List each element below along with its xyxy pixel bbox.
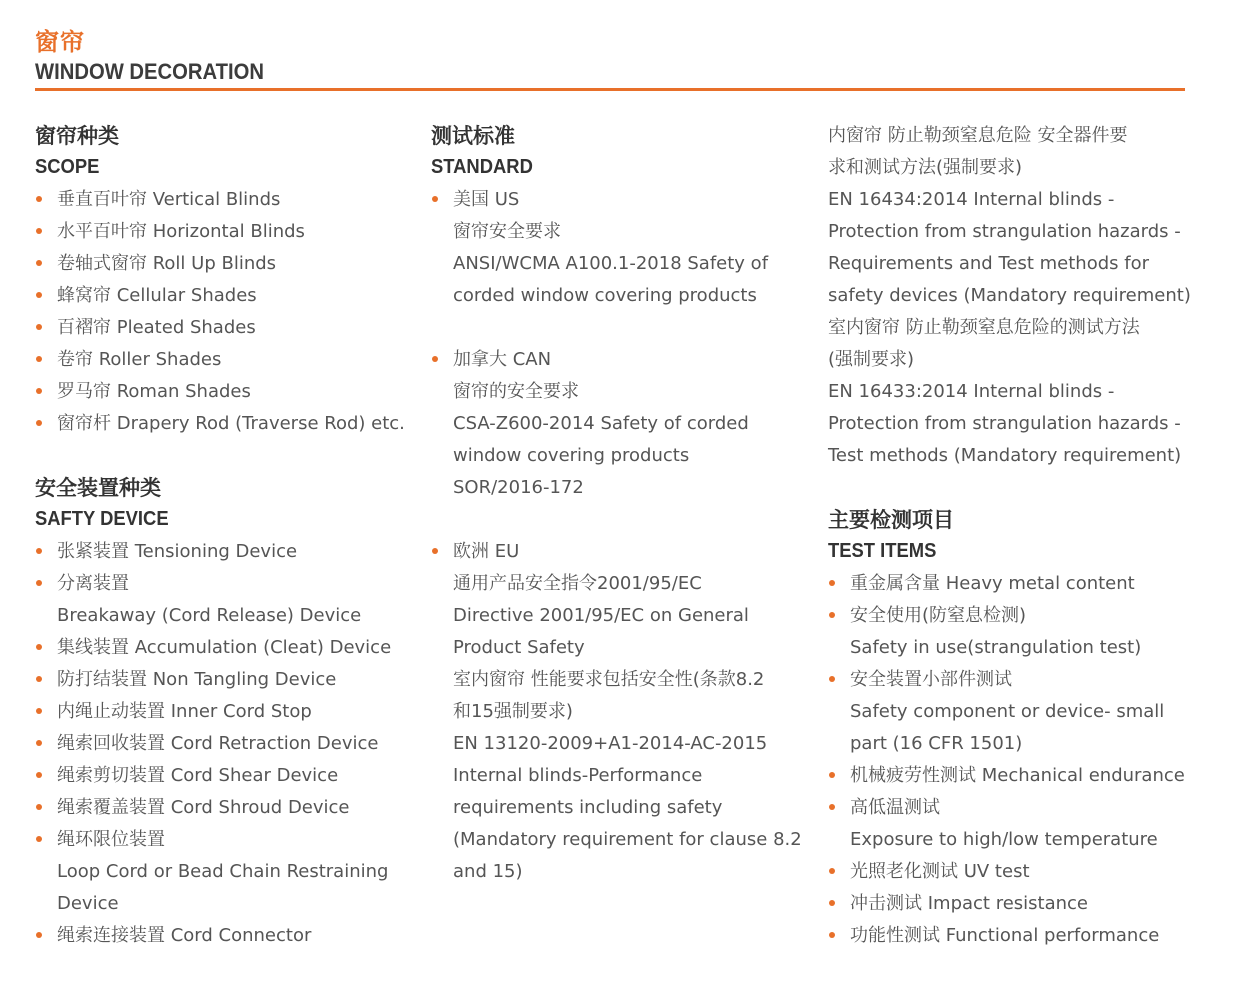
bullet-icon xyxy=(829,772,835,778)
standard-list xyxy=(431,184,811,888)
tests-list xyxy=(828,568,1208,952)
list-item: 功能性测试 Functional performance xyxy=(828,920,1208,952)
list-item: 高低温测试 Exposure to high/low temperature xyxy=(828,792,1208,856)
list-item: 绳环限位装置 Loop Cord or Bead Chain Restraining Device xyxy=(35,824,415,920)
list-item: 窗帘杆 Drapery Rod (Traverse Rod) etc. xyxy=(35,408,415,440)
list-item: 绳索连接装置 Cord Connector xyxy=(35,920,415,952)
list-item: 绳索剪切装置 Cord Shear Device xyxy=(35,760,415,792)
list-item: 防打结装置 Non Tangling Device xyxy=(35,664,415,696)
scope-title-en: SCOPE xyxy=(35,156,100,178)
bullet-icon xyxy=(36,708,42,714)
bullet-icon xyxy=(36,676,42,682)
list-item: 卷轴式窗帘 Roll Up Blinds xyxy=(35,248,415,280)
bullet-icon xyxy=(432,548,438,554)
scope-title-cn: 窗帘种类 xyxy=(35,124,119,148)
standard-eu: 欧洲 EU 通用产品安全指令2001/95/EC Directive 2001/95/EC on General Product Safety 室内窗帘 性能要求包括安全性(条款8.2 和15强制要求) EN 13120-2009+A1-2014-AC-2015 Internal blinds-Performance requirements including safety (Mandatory requirement for clause 8.2 and 15) xyxy=(431,536,811,888)
left-column xyxy=(35,120,415,952)
standard-can: 加拿大 CAN 窗帘的安全要求 CSA-Z600-2014 Safety of corded window covering products SOR/2016-172 xyxy=(431,344,811,504)
bullet-icon xyxy=(829,676,835,682)
list-item: 罗马帘 Roman Shades xyxy=(35,376,415,408)
bullet-icon xyxy=(36,196,42,202)
safety-list xyxy=(35,536,415,952)
list-item: 分离装置 Breakaway (Cord Release) Device xyxy=(35,568,415,632)
bullet-icon xyxy=(432,196,438,202)
list-item: 冲击测试 Impact resistance xyxy=(828,888,1208,920)
page-title-en: WINDOW DECORATION xyxy=(35,59,264,84)
bullet-icon xyxy=(829,580,835,586)
bullet-icon xyxy=(36,388,42,394)
list-item: 张紧装置 Tensioning Device xyxy=(35,536,415,568)
list-item: 安全使用(防窒息检测) Safety in use(strangulation test) xyxy=(828,600,1208,664)
safety-title-en: SAFTY DEVICE xyxy=(35,508,169,530)
bullet-icon xyxy=(36,772,42,778)
bullet-icon xyxy=(829,868,835,874)
standard-us: 美国 US 窗帘安全要求 ANSI/WCMA A100.1-2018 Safety of corded window covering products xyxy=(431,184,811,312)
bullet-icon xyxy=(829,612,835,618)
list-item: 机械疲劳性测试 Mechanical endurance xyxy=(828,760,1208,792)
bullet-icon xyxy=(36,420,42,426)
list-item: 蜂窝帘 Cellular Shades xyxy=(35,280,415,312)
standard-title-cn: 测试标准 xyxy=(431,124,515,148)
list-item: 垂直百叶帘 Vertical Blinds xyxy=(35,184,415,216)
list-item: 集线装置 Accumulation (Cleat) Device xyxy=(35,632,415,664)
bullet-icon xyxy=(36,356,42,362)
bullet-icon xyxy=(36,580,42,586)
right-column xyxy=(828,120,1208,952)
scope-list xyxy=(35,184,415,440)
list-item: 水平百叶帘 Horizontal Blinds xyxy=(35,216,415,248)
bullet-icon xyxy=(36,804,42,810)
list-item: 安全装置小部件测试 Safety component or device- small part (16 CFR 1501) xyxy=(828,664,1208,760)
list-item: 重金属含量 Heavy metal content xyxy=(828,568,1208,600)
list-item: 内绳止动装置 Inner Cord Stop xyxy=(35,696,415,728)
middle-column xyxy=(431,120,811,888)
list-item: 百褶帘 Pleated Shades xyxy=(35,312,415,344)
bullet-icon xyxy=(829,900,835,906)
bullet-icon xyxy=(36,836,42,842)
bullet-icon xyxy=(829,932,835,938)
standard-title-en: STANDARD xyxy=(431,156,533,178)
safety-title-cn: 安全装置种类 xyxy=(35,476,161,500)
bullet-icon xyxy=(36,548,42,554)
bullet-icon xyxy=(36,644,42,650)
tests-title-en: TEST ITEMS xyxy=(828,540,937,562)
page-title-cn: 窗帘 xyxy=(35,28,85,56)
bullet-icon xyxy=(36,292,42,298)
standard-eu-continued: 内窗帘 防止勒颈窒息危险 安全器件要 求和测试方法(强制要求) EN 16434:2014 Internal blinds - Protection from strangulation hazards - Requirements and Test methods for safety devices (Mandatory requirement) 室内窗帘 防止勒颈窒息危险的测试方法 (强制要求) EN 16433:2014 Internal blinds - Protection from strangulation hazards - Test methods (Mandatory requirement) xyxy=(828,125,1191,466)
list-item: 光照老化测试 UV test xyxy=(828,856,1208,888)
bullet-icon xyxy=(432,356,438,362)
list-item: 绳索回收装置 Cord Retraction Device xyxy=(35,728,415,760)
bullet-icon xyxy=(36,228,42,234)
bullet-icon xyxy=(36,932,42,938)
tests-title-cn: 主要检测项目 xyxy=(828,508,954,532)
bullet-icon xyxy=(36,260,42,266)
bullet-icon xyxy=(36,324,42,330)
page-header xyxy=(35,28,1185,86)
header-divider xyxy=(35,88,1185,91)
list-item: 卷帘 Roller Shades xyxy=(35,344,415,376)
bullet-icon xyxy=(36,740,42,746)
list-item: 绳索覆盖装置 Cord Shroud Device xyxy=(35,792,415,824)
bullet-icon xyxy=(829,804,835,810)
